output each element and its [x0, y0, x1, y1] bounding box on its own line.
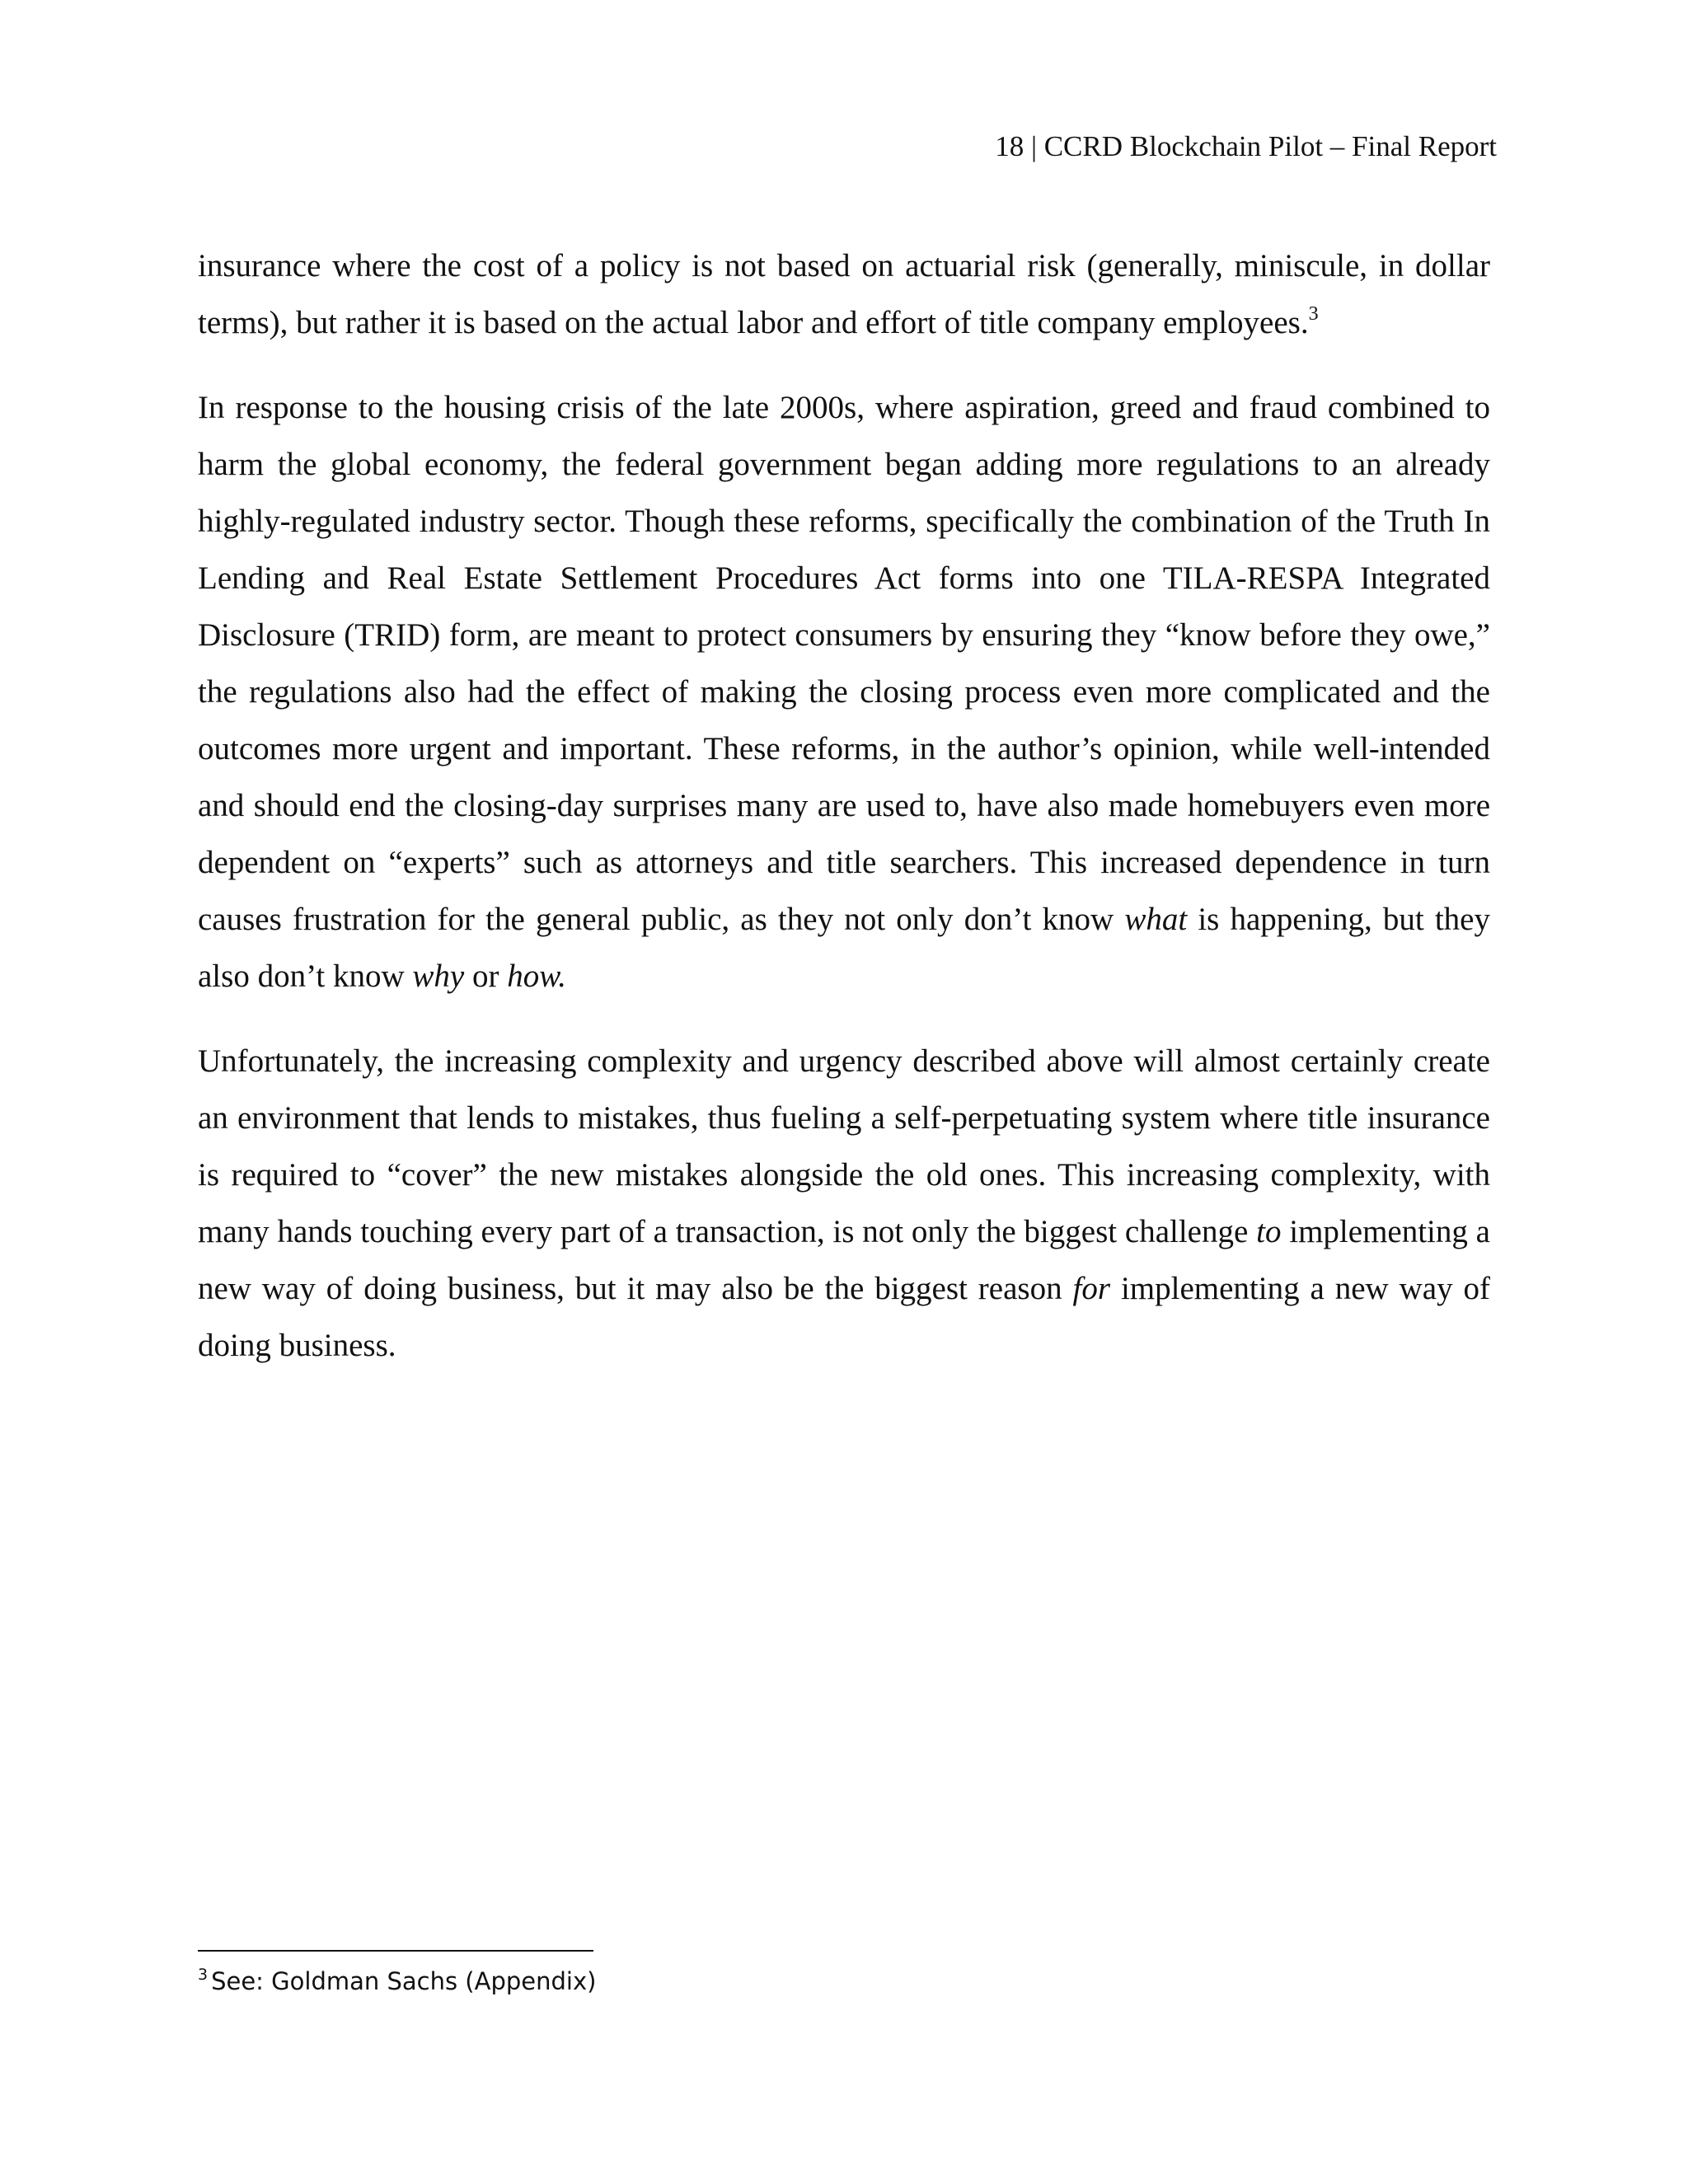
paragraph-2-text-a: In response to the housing crisis of the late 2000s, where aspiration, greed and fraud combined to harm the global economy, the federal government began adding more regulations to an already highly-regulated industry sector. Though these reforms, specifically the combination of the Truth In Lending and Real Estate Settlement Procedures Act forms into one TILA-RESPA Integrated Disclosure (TRID) form, are meant to protect consumers by ensuring they “know before they owe,” the regulations also had the effect of making the closing process even more complicated and the outcomes more urgent and important. These reforms, in the author’s opinion, while well-intended and should end the closing-day surprises many are used to, have also made homebuyers even more dependent on “experts” such as attorneys and title searchers. This increased dependence in turn causes frustration for the general public, as they not only don’t know — [198, 390, 1490, 937]
paragraph-3-text-c: implementing a new way of doing business. — [198, 1271, 1490, 1363]
footnote-number: 3 — [198, 1966, 209, 1984]
emphasis-why: why — [412, 958, 465, 994]
footnote-separator — [198, 1950, 593, 1952]
paragraph-2 — [198, 379, 1490, 1005]
emphasis-for: for — [1072, 1271, 1111, 1306]
paragraph-3-text-b: implementing a new way of doing business, but it may also be the biggest reason — [198, 1214, 1490, 1306]
running-header: 18 | CCRD Blockchain Pilot – Final Report — [995, 130, 1497, 162]
paragraph-1-text: insurance where the cost of a policy is not based on actuarial risk (generally, miniscule, in dollar terms), but rather it is based on the actual labor and effort of title company employees. — [198, 248, 1490, 340]
footnote — [198, 1965, 596, 1998]
paragraph-3 — [198, 1033, 1490, 1374]
footnote-reference[interactable]: 3 — [1308, 303, 1319, 325]
footnote-text: See: Goldman Sachs (Appendix) — [211, 1967, 597, 1995]
body-text — [198, 237, 1490, 1402]
paragraph-2-text-c: or — [464, 958, 508, 994]
paragraph-3-text-a: Unfortunately, the increasing complexity and urgency described above will almost certainly create an environment that lends to mistakes, thus fueling a self-perpetuating system where title insurance is required to “cover” the new mistakes alongside the old ones. This increasing complexity, with many hands touching every part of a transaction, is not only the biggest challenge — [198, 1043, 1490, 1249]
emphasis-how: how. — [507, 958, 567, 994]
emphasis-to: to — [1256, 1214, 1282, 1249]
paragraph-1 — [198, 237, 1490, 351]
paragraph-2-text-b: is happening, but they also don’t know — [198, 902, 1490, 994]
emphasis-what: what — [1124, 902, 1188, 937]
